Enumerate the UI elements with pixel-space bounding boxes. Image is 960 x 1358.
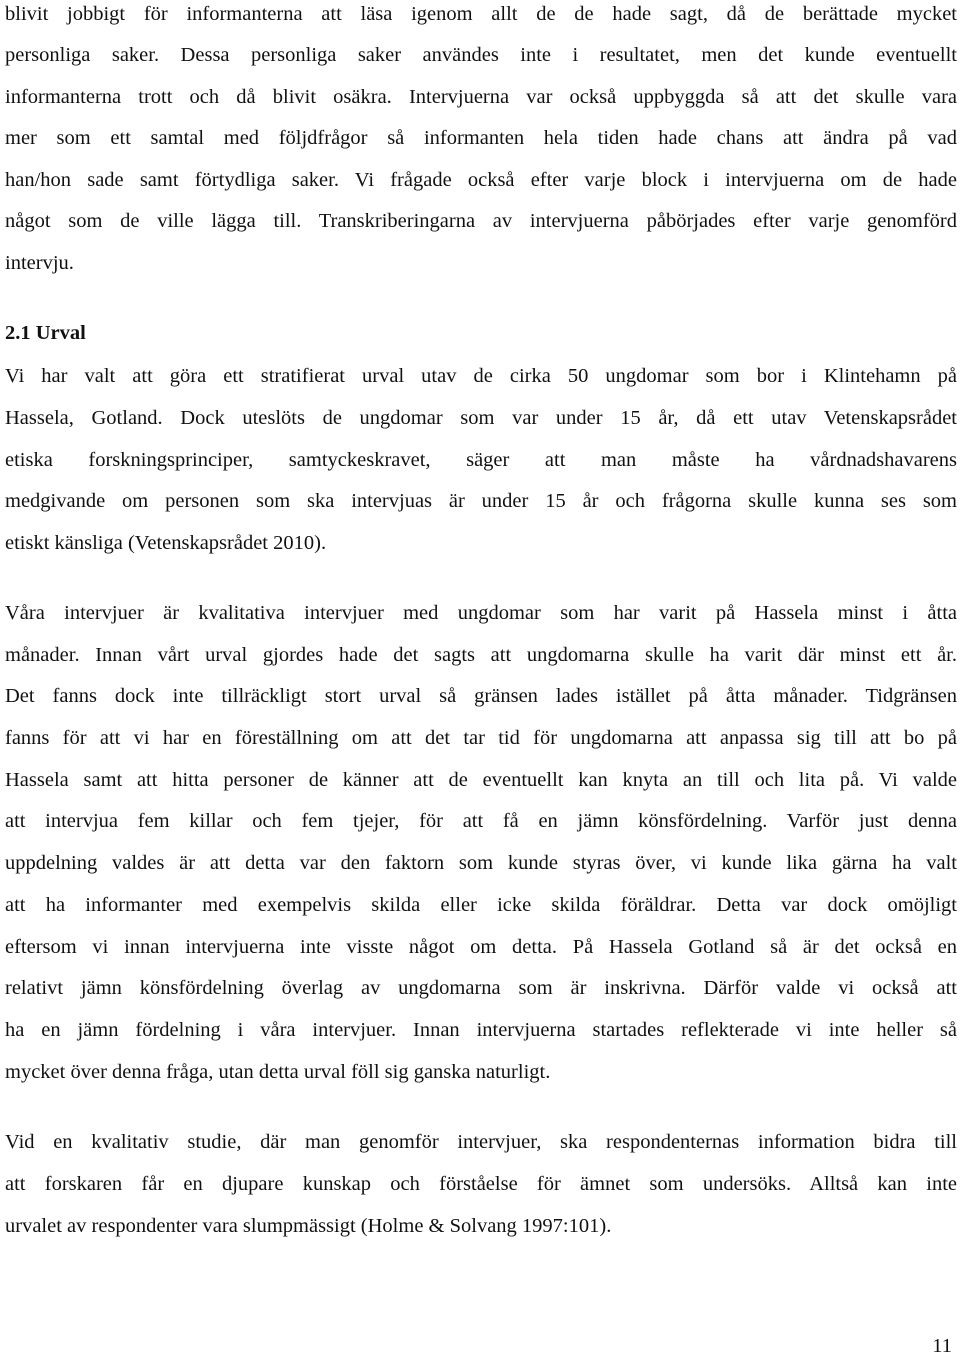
text-line: urvalet av respondenter vara slumpmässigt (Holme & Solvang 1997:101). [5, 1215, 612, 1237]
text-line: etiska forskningsprinciper, samtyckeskravet, säger att man måste ha vårdnadshavarens [5, 449, 957, 471]
text-line: han/hon sade samt förtydliga saker. Vi frågade också efter varje block i intervjuerna om de hade [5, 169, 957, 191]
text-line: att forskaren får en djupare kunskap och förståelse för ämnet som undersöks. Alltså kan inte [5, 1173, 957, 1195]
text-line: Vi har valt att göra ett stratifierat urval utav de cirka 50 ungdomar som bor i Klintehamn på [5, 365, 957, 387]
text-line: mycket över denna fråga, utan detta urval föll sig ganska naturligt. [5, 1061, 551, 1083]
text-line: etiskt känsliga (Vetenskapsrådet 2010). [5, 532, 327, 554]
text-line: att ha informanter med exempelvis skilda eller icke skilda föräldrar. Detta var dock omöjligt [5, 894, 957, 916]
text-line: informanterna trott och då blivit osäkra. Intervjuerna var också uppbyggda så att det skulle vara [5, 86, 957, 108]
text-line: blivit jobbigt för informanterna att läsa igenom allt de de hade sagt, då de berättade mycket [5, 3, 957, 25]
text-line: något som de ville lägga till. Transkriberingarna av intervjuerna påbörjades efter varje genomförd [5, 210, 957, 232]
text-line: att intervjua fem killar och fem tjejer, för att få en jämn könsfördelning. Varför just denna [5, 810, 957, 832]
text-line: mer som ett samtal med följdfrågor så informanten hela tiden hade chans att ändra på vad [5, 127, 957, 149]
text-line: eftersom vi innan intervjuerna inte visste något om detta. På Hassela Gotland så är det också en [5, 936, 957, 958]
text-line: intervju. [5, 252, 74, 274]
text-line: ha en jämn fördelning i våra intervjuer. Innan intervjuerna startades reflekterade vi inte heller så [5, 1019, 957, 1041]
text-line: Det fanns dock inte tillräckligt stort urval så gränsen lades istället på åtta månader. Tidgränsen [5, 685, 957, 707]
text-line: personliga saker. Dessa personliga saker användes inte i resultatet, men det kunde eventuellt [5, 44, 957, 66]
text-line: Hassela, Gotland. Dock uteslöts de ungdomar som var under 15 år, då ett utav Vetenskapsrådet [5, 407, 957, 429]
text-line: Våra intervjuer är kvalitativa intervjuer med ungdomar som har varit på Hassela minst i åtta [5, 602, 957, 624]
heading-text: 2.1 Urval [5, 322, 86, 344]
page-number: 11 [932, 1335, 952, 1357]
text-line: Hassela samt att hitta personer de känner att de eventuellt kan knyta an till och lita på. Vi valde [5, 769, 957, 791]
text-line: relativt jämn könsfördelning överlag av ungdomarna som är inskrivna. Därför valde vi också att [5, 977, 957, 999]
text-line: uppdelning valdes är att detta var den faktorn som kunde styras över, vi kunde lika gärna ha valt [5, 852, 957, 874]
text-line: medgivande om personen som ska intervjuas är under 15 år och frågorna skulle kunna ses som [5, 490, 957, 512]
text-line: fanns för att vi har en föreställning om att det tar tid för ungdomarna att anpassa sig till att bo på [5, 727, 957, 749]
text-line: månader. Innan vårt urval gjordes hade det sagts att ungdomarna skulle ha varit där minst ett år. [5, 644, 957, 666]
text-line: Vid en kvalitativ studie, där man genomför intervjuer, ska respondenternas information bidra till [5, 1131, 957, 1153]
